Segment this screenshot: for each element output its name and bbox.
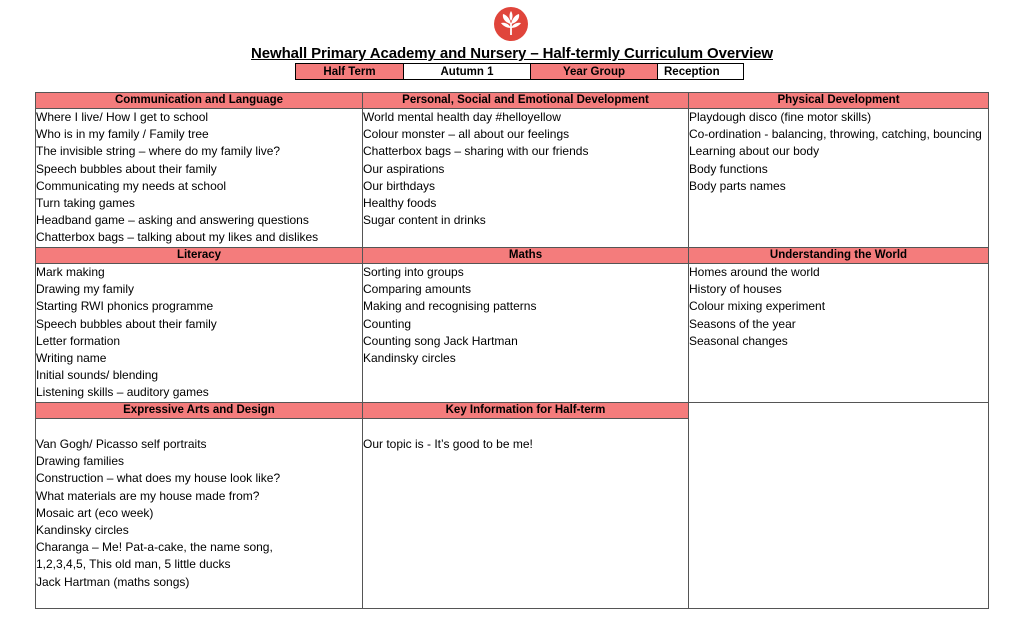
list-item: Mosaic art (eco week) <box>36 505 154 520</box>
list-item: Playdough disco (fine motor skills) <box>689 110 872 124</box>
literacy-list <box>36 264 363 403</box>
list-item: What materials are my house made from? <box>36 488 260 503</box>
list-item: Our birthdays <box>363 178 436 193</box>
list-item: Writing name <box>36 351 107 366</box>
list-item: Learning about our body <box>689 144 820 159</box>
topic-text: Our topic is - It’s good to be me! <box>363 437 533 451</box>
communication-list <box>36 109 363 248</box>
maths-list <box>363 264 689 403</box>
empty-cell <box>689 403 989 609</box>
list-item: Sugar content in drinks <box>363 213 486 228</box>
list-item: Homes around the world <box>689 265 820 279</box>
list-item: Construction – what does my house look like? <box>36 471 281 486</box>
list-item: Jack Hartman (maths songs) <box>36 574 190 589</box>
psed-heading: Personal, Social and Emotional Development <box>363 93 689 109</box>
physical-heading: Physical Development <box>689 93 989 109</box>
list-item: Letter formation <box>36 333 121 348</box>
world-heading: Understanding the World <box>689 248 989 264</box>
list-item: Initial sounds/ blending <box>36 368 159 383</box>
arts-heading: Expressive Arts and Design <box>36 403 363 419</box>
list-item: Sorting into groups <box>363 265 464 279</box>
list-item: 1,2,3,4,5, This old man, 5 little ducks <box>36 557 231 572</box>
world-list <box>689 264 989 403</box>
list-item: Van Gogh/ Picasso self portraits <box>36 437 207 451</box>
list-item: Kandinsky circles <box>363 351 456 366</box>
list-item: Colour mixing experiment <box>689 299 826 314</box>
half-term-label: Half Term <box>296 64 404 80</box>
list-item: Counting <box>363 316 412 331</box>
key-info-list <box>363 419 689 609</box>
year-group-value: Reception <box>658 64 744 80</box>
half-term-value: Autumn 1 <box>404 64 531 80</box>
list-item: Headband game – asking and answering questions <box>36 213 309 228</box>
list-item: Starting RWI phonics programme <box>36 299 214 314</box>
list-item: Drawing families <box>36 454 125 469</box>
list-item: Speech bubbles about their family <box>36 316 217 331</box>
communication-heading: Communication and Language <box>36 93 363 109</box>
list-item: Counting song Jack Hartman <box>363 333 518 348</box>
list-item: Making and recognising patterns <box>363 299 537 314</box>
list-item: History of houses <box>689 282 782 297</box>
list-item: Our aspirations <box>363 161 445 176</box>
list-item: Seasonal changes <box>689 333 788 348</box>
page-title: Newhall Primary Academy and Nursery – Half-termly Curriculum Overview <box>251 45 773 62</box>
list-item: Charanga – Me! Pat-a-cake, the name song, <box>36 540 273 555</box>
list-item: Drawing my family <box>36 282 135 297</box>
list-item: Body parts names <box>689 178 786 193</box>
list-item: World mental health day #helloyellow <box>363 110 561 124</box>
list-item: Colour monster – all about our feelings <box>363 127 570 142</box>
arts-list <box>36 419 363 609</box>
list-item: Turn taking games <box>36 196 135 211</box>
list-item: Seasons of the year <box>689 316 796 331</box>
list-item: Healthy foods <box>363 196 437 211</box>
year-group-label: Year Group <box>531 64 658 80</box>
list-item: Kandinsky circles <box>36 523 129 538</box>
list-item: Chatterbox bags – talking about my likes and dislikes <box>36 230 319 245</box>
key-info-heading: Key Information for Half-term <box>363 403 689 419</box>
list-item: Who is in my family / Family tree <box>36 127 209 142</box>
list-item: Speech bubbles about their family <box>36 161 217 176</box>
term-info-bar <box>295 63 744 80</box>
list-item: Communicating my needs at school <box>36 178 227 193</box>
physical-list <box>689 109 989 248</box>
literacy-heading: Literacy <box>36 248 363 264</box>
list-item: Co-ordination - balancing, throwing, catching, bouncing <box>689 127 982 142</box>
curriculum-grid <box>35 92 989 609</box>
list-item: Body functions <box>689 161 768 176</box>
list-item: Where I live/ How I get to school <box>36 110 209 124</box>
list-item: Chatterbox bags – sharing with our friends <box>363 144 589 159</box>
list-item: The invisible string – where do my family live? <box>36 144 281 159</box>
list-item: Listening skills – auditory games <box>36 385 209 400</box>
list-item: Comparing amounts <box>363 282 472 297</box>
school-logo <box>493 6 529 42</box>
list-item: Mark making <box>36 265 105 279</box>
psed-list <box>363 109 689 248</box>
maths-heading: Maths <box>363 248 689 264</box>
